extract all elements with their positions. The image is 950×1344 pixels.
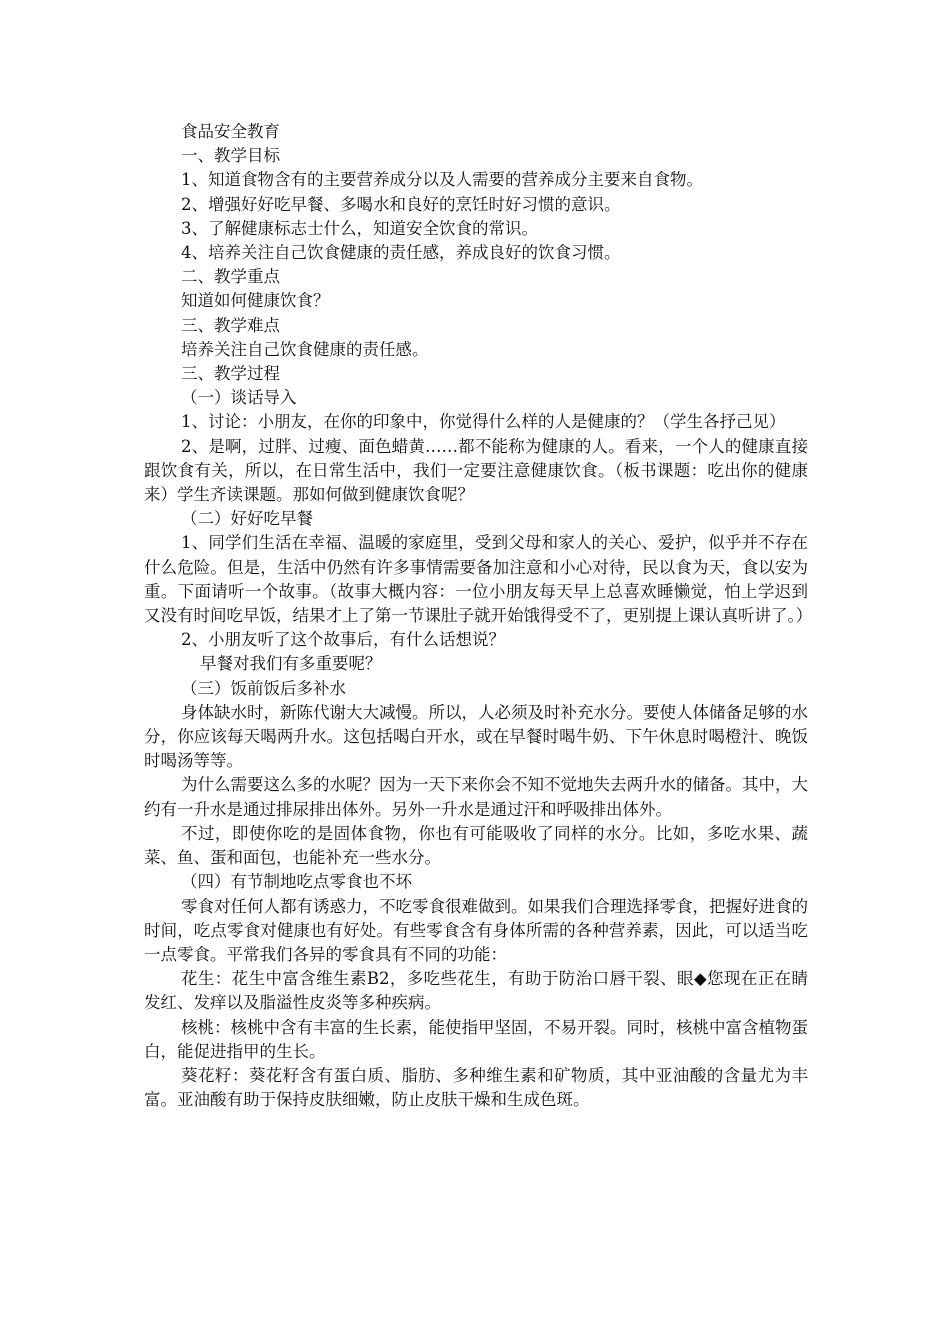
section-heading: 三、教学过程 xyxy=(181,364,280,384)
paragraph: 1、讨论：小朋友，在你的印象中，你觉得什么样的人是健康的？（学生各抒己见） xyxy=(181,412,786,432)
subsection-heading: （三）饭前饭后多补水 xyxy=(181,678,346,698)
paragraph: 2、小朋友听了这个故事后，有什么话想说？ xyxy=(181,630,505,650)
paragraph: 葵花籽：葵花籽含有蛋白质、脂肪、多种维生素和矿物质，其中亚油酸的含量尤为丰富。亚油酸有助于保持皮肤细嫩，防止皮肤干燥和生成色斑。 xyxy=(144,1065,808,1110)
paragraph: 为什么需要这么多的水呢？因为一天下来你会不知不觉地失去两升水的储备。其中，大约有一升水是通过排尿排出体外。另外一升水是通过汗和呼吸排出体外。 xyxy=(144,775,808,819)
section-heading: 三、教学难点 xyxy=(181,315,280,335)
paragraph: 身体缺水时，新陈代谢大大减慢。所以，人必须及时补充水分。要使人体储备足够的水分，你应该每天喝两升水。这包括喝白开水，或在早餐时喝牛奶、下午休息时喝橙汁、晚饭时喝汤等等。 xyxy=(144,702,808,771)
paragraph: 知道如何健康饮食？ xyxy=(181,291,330,311)
paragraph: 不过，即使你吃的是固体食物，你也有可能吸收了同样的水分。比如，多吃水果、蔬菜、鱼、蛋和面包，也能补充一些水分。 xyxy=(144,823,808,868)
paragraph: 花生：花生中富含维生素B2，多吃些花生，有助于防治口唇干裂、眼◆您现在正在睛发红、发痒以及脂溢性皮炎等多种疾病。 xyxy=(144,969,808,1013)
document-title: 食品安全教育 xyxy=(181,122,280,141)
section-heading: 二、教学重点 xyxy=(181,267,280,287)
paragraph: 4、培养关注自己饮食健康的责任感，养成良好的饮食习惯。 xyxy=(181,243,621,263)
section-heading: 一、教学目标 xyxy=(181,146,280,166)
paragraph: 2、是啊，过胖、过瘦、面色蜡黄……都不能称为健康的人。看来，一个人的健康直接跟饮食有关，所以，在日常生活中，我们一定要注意健康饮食。（板书课题：吃出你的健康来）学生齐读课题。那如何做到健康饮食呢？ xyxy=(144,436,808,505)
document-body xyxy=(144,120,813,1112)
paragraph: 核桃：核桃中含有丰富的生长素，能使指甲坚固，不易开裂。同时，核桃中富含植物蛋白，能促进指甲的生长。 xyxy=(144,1017,808,1061)
paragraph: 2、增强好好吃早餐、多喝水和良好的烹饪时好习惯的意识。 xyxy=(181,194,621,214)
paragraph: 3、了解健康标志士什么，知道安全饮食的常识。 xyxy=(181,218,538,238)
paragraph: 1、知道食物含有的主要营养成分以及人需要的营养成分主要来自食物。 xyxy=(181,170,703,190)
subsection-heading: （二）好好吃早餐 xyxy=(181,509,313,529)
paragraph: 零食对任何人都有诱惑力，不吃零食很难做到。如果我们合理选择零食，把握好进食的时间，吃点零食对健康也有好处。有些零食含有身体所需的各种营养素，因此，可以适当吃一点零食。平常我们各异的零食具有不同的功能： xyxy=(144,896,808,964)
subsection-heading: （一）谈话导入 xyxy=(181,388,297,408)
paragraph: 1、同学们生活在幸福、温暖的家庭里，受到父母和家人的关心、爱护，似乎并不存在什么危险。但是，生活中仍然有许多事情需要备加注意和小心对待，民以食为天，食以安为重。下面请听一个故事。（故事大概内容：一位小朋友每天早上总喜欢睡懒觉，怕上学迟到又没有时间吃早饭，结果才上了第一节课肚子就开始饿得受不了，更别提上课认真听讲了。） xyxy=(144,533,813,626)
subsection-heading: （四）有节制地吃点零食也不坏 xyxy=(181,872,412,892)
paragraph: 培养关注自己饮食健康的责任感。 xyxy=(181,339,429,359)
paragraph: 早餐对我们有多重要呢？ xyxy=(200,654,382,674)
